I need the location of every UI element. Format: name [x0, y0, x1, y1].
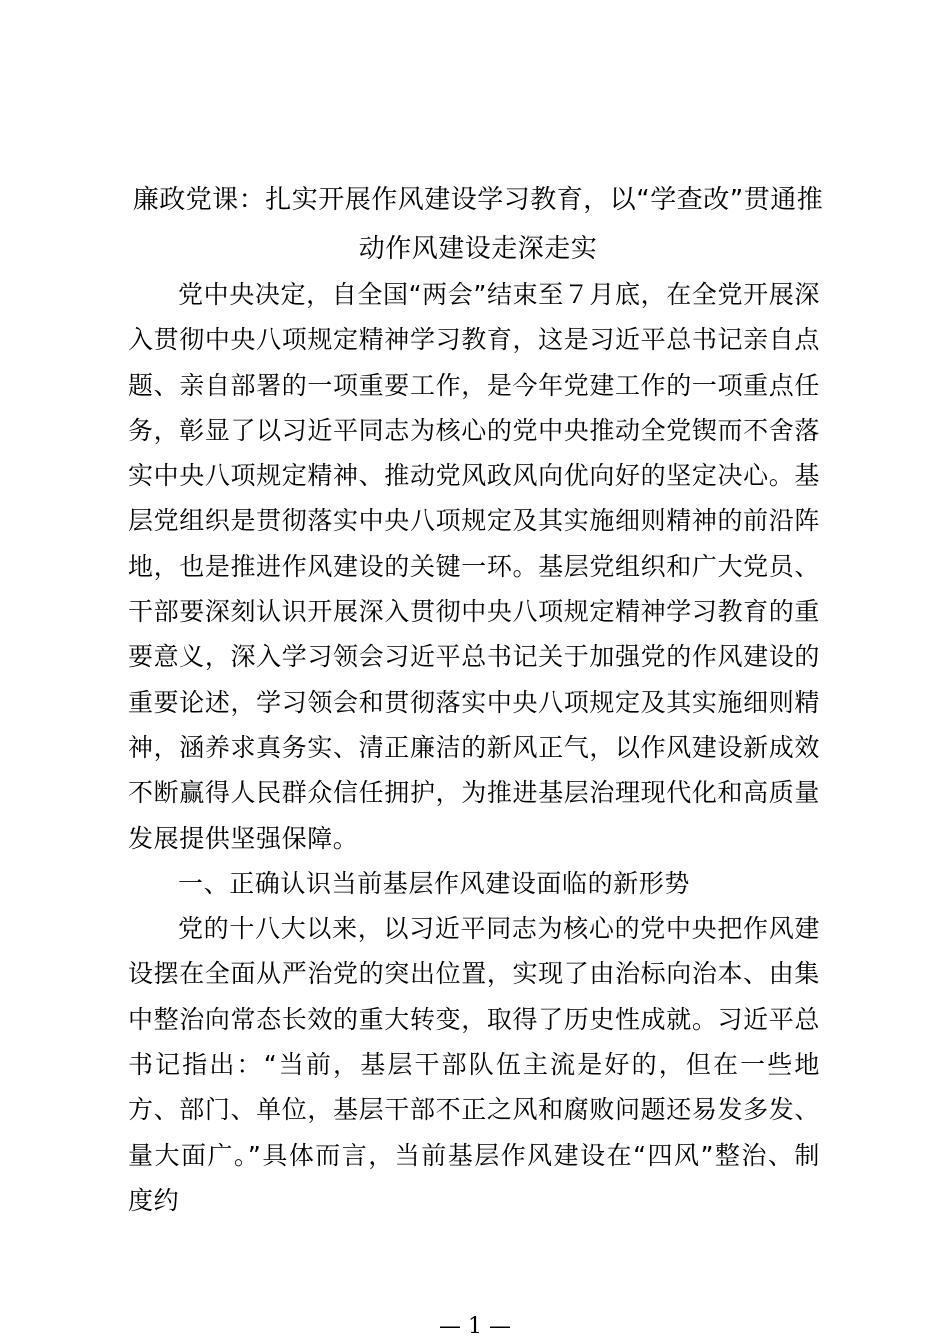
document-title: 廉政党课：扎实开展作风建设学习教育，以“学查改”贯通推动作风建设走深走实	[132, 185, 824, 264]
document-body	[128, 272, 820, 1223]
paragraph-intro: 党中央决定，自全国“两会”结束至７月底，在全党开展深入贯彻中央八项规定精神学习教育，这是习近平总书记亲自点题、亲自部署的一项重要工作，是今年党建工作的一项重点任务，彰显了以习近平同志为核心的党中央推动全党锲而不舍落实中央八项规定精神、推动党风政风向优向好的坚定决心。基层党组织是贯彻落实中央八项规定及其实施细则精神的前沿阵地，也是推进作风建设的关键一环。基层党组织和广大党员、干部要深刻认识开展深入贯彻中央八项规定精神学习教育的重要意义，深入学习领会习近平总书记关于加强党的作风建设的重要论述，学习领会和贯彻落实中央八项规定及其实施细则精神，涵养求真务实、清正廉洁的新风正气，以作风建设新成效不断赢得人民群众信任拥护，为推进基层治理现代化和高质量发展提供坚强保障。	[128, 280, 820, 853]
page-number: — 1 —	[439, 1314, 511, 1339]
section-heading-1: 一、正确认识当前基层作风建设面临的新形势	[178, 868, 691, 898]
paragraph-section-1: 党的十八大以来，以习近平同志为核心的党中央把作风建设摆在全面从严治党的突出位置，实现了由治标向治本、由集中整治向常态长效的重大转变，取得了历史性成就。习近平总书记指出：“当前，基层干部队伍主流是好的，但在一些地方、部门、单位，基层干部不正之风和腐败问题还易发多发、量大面广。”具体而言，当前基层作风建设在“四风”整治、制度约	[128, 914, 820, 1215]
